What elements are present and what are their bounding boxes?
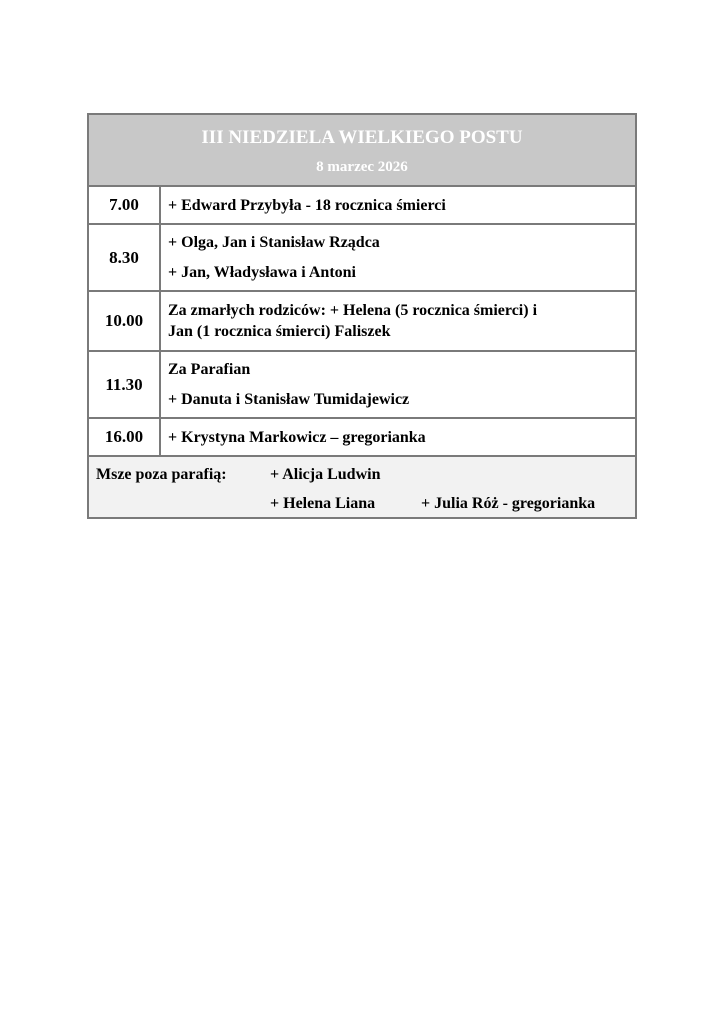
mass-time: 16.00 — [89, 419, 161, 455]
mass-row — [89, 225, 635, 292]
mass-intention: Za Parafian — [168, 360, 251, 378]
schedule-title: III NIEDZIELA WIELKIEGO POSTU — [201, 127, 523, 148]
mass-intention: + Danuta i Stanisław Tumidajewicz — [168, 391, 410, 409]
mass-row — [89, 292, 635, 352]
mass-intention: + Jan, Władysława i Antoni — [168, 264, 356, 282]
mass-intentions — [161, 225, 635, 290]
mass-row — [89, 187, 635, 225]
mass-intentions — [161, 187, 635, 223]
mass-time: 10.00 — [89, 292, 161, 350]
mass-intention: Za zmarłych rodziców: + Helena (5 rocznica śmierci) i — [168, 302, 538, 319]
mass-intentions — [161, 292, 635, 350]
outside-parish-intention: + Julia Róż - gregorianka — [421, 495, 596, 512]
outside-parish-label: Msze poza parafią: — [96, 466, 227, 483]
outside-parish-intention: + Helena Liana — [270, 495, 376, 512]
schedule-header — [89, 115, 635, 187]
mass-time: 11.30 — [89, 352, 161, 417]
mass-intentions — [161, 352, 635, 417]
mass-intention: Jan (1 rocznica śmierci) Faliszek — [168, 323, 391, 340]
mass-time: 8.30 — [89, 225, 161, 290]
outside-parish-intention: + Alicja Ludwin — [270, 466, 381, 483]
mass-intention: + Edward Przybyła - 18 rocznica śmierci — [168, 196, 446, 214]
mass-schedule-table — [87, 113, 637, 519]
mass-intention: + Olga, Jan i Stanisław Rządca — [168, 233, 380, 251]
mass-intentions — [161, 419, 635, 455]
mass-intention: + Krystyna Markowicz – gregorianka — [168, 428, 426, 446]
outside-parish-masses — [89, 457, 635, 517]
mass-time: 7.00 — [89, 187, 161, 223]
mass-row — [89, 419, 635, 457]
schedule-date: 8 marzec 2026 — [316, 159, 408, 175]
mass-row — [89, 352, 635, 419]
